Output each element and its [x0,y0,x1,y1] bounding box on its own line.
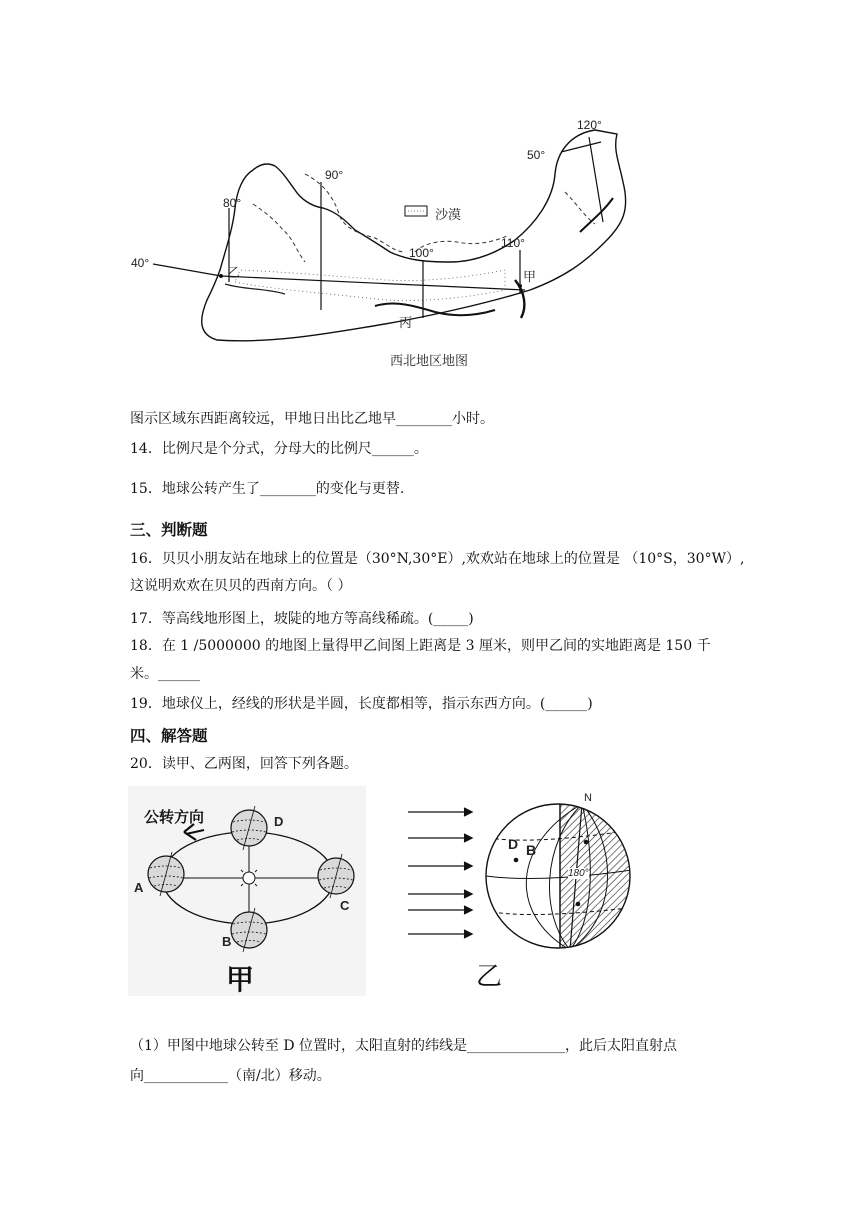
sun-rays [408,808,472,938]
globe-label-lon-180: 180° [568,868,589,879]
section-3-heading: 三、判断题 [130,521,208,539]
question-16-line-2: 这说明欢欢在贝贝的西南方向。（ ） [130,578,352,594]
orbit-label-d: D [274,814,284,829]
question-17: 17．等高线地形图上，坡陡的地方等高线稀疏。(_____) [130,611,474,627]
orbit-direction-arrow-icon [186,830,204,834]
orbit-direction-label: 公转方向 [144,809,205,826]
label-lon-90: 90° [325,168,344,182]
map-caption: 西北地区地图 [390,353,469,368]
section-4-heading: 四、解答题 [130,727,208,745]
orbit-figure [128,786,366,996]
question-20: 20．读甲、乙两图，回答下列各题。 [130,756,358,772]
label-point-yi: 乙 [227,265,241,280]
globe-figure [392,784,638,990]
earth-position-d-icon [231,806,267,850]
question-13-tail: 图示区域东西距离较远，甲地日出比乙地早________小时。 [130,411,494,427]
label-lon-120: 120° [577,118,602,132]
label-lon-80: 80° [223,196,242,210]
label-lon-110: 110° [501,236,525,250]
orbit-label-b: B [222,934,232,949]
northwest-map-drawing [125,112,645,374]
globe-figure-caption: 乙 [476,961,503,991]
label-lon-100: 100° [409,246,434,260]
label-point-jia: 甲 [523,269,537,284]
point-b-marker [514,858,519,863]
globe-label-d: D [508,836,519,852]
earth-position-b-icon [231,908,267,952]
question-14: 14．比例尺是个分式，分母大的比例尺______。 [130,441,428,457]
question-18-line-1: 18．在 1 /5000000 的地图上量得甲乙间图上距离是 3 厘米，则甲乙间的实地距离是 150 千 [130,638,711,654]
map-legend-label: 沙漠 [435,207,462,222]
northwest-map-figure [125,112,645,374]
earth-position-c-icon [318,854,354,898]
question-15: 15．地球公转产生了________的变化与更替. [130,481,405,497]
globe-drawing [392,784,638,990]
earth-position-a-icon [148,852,184,896]
label-lat-40: 40° [131,256,150,270]
orbit-figure-caption: 甲 [226,964,255,995]
question-18-line-2: 米。______ [130,666,200,682]
label-lat-50: 50° [527,148,546,162]
orbit-label-c: C [340,898,350,913]
orbit-label-a: A [134,880,144,895]
globe-label-n: N [584,792,592,804]
point-jia-marker [518,284,522,288]
point-yi-marker [219,274,223,278]
question-19: 19．地球仪上，经线的形状是半圆，长度都相等，指示东西方向。(______) [130,696,593,712]
question-16-line-1: 16．贝贝小朋友站在地球上的位置是（30°N,30°E）,欢欢站在地球上的位置是 （10°S，30°W）, [130,551,745,567]
globe-label-b: B [526,842,537,858]
question-20-1-line-1: （1）甲图中地球公转至 D 位置时，太阳直射的纬线是______________，此后太阳直射点 [130,1038,678,1054]
label-point-bing: 丙 [399,315,413,330]
question-20-1-line-2: 向____________（南/北）移动。 [130,1068,331,1084]
